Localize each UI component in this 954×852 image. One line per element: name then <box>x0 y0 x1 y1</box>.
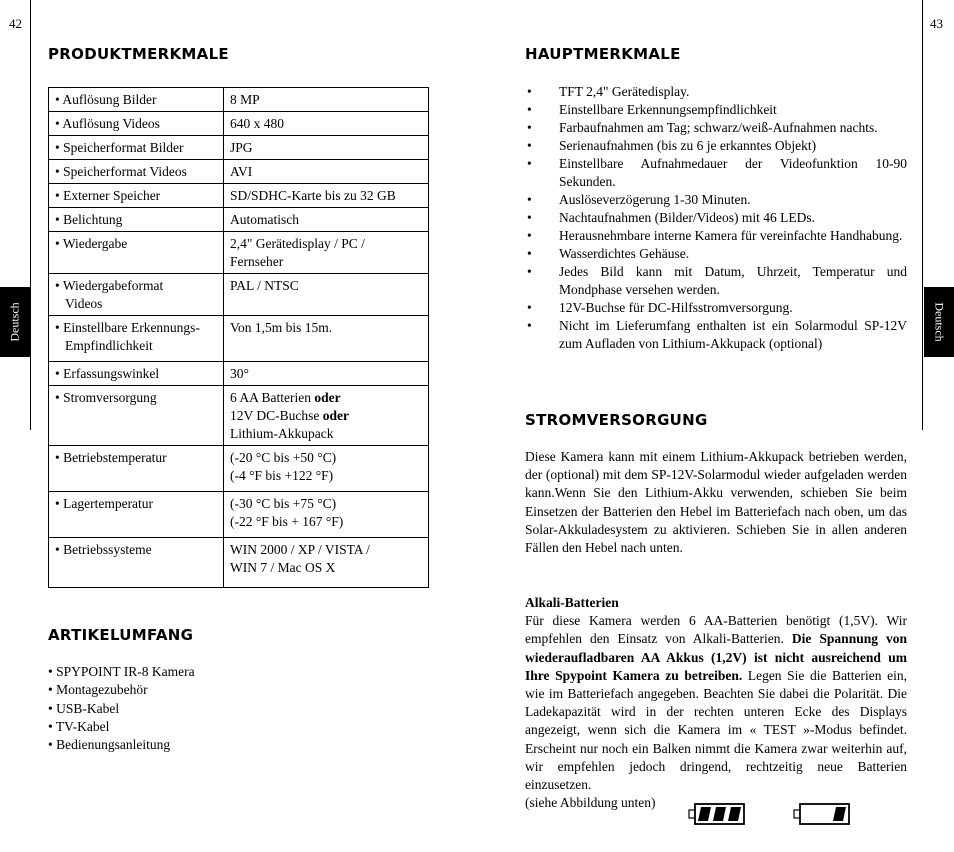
battery-low-icon <box>793 803 851 825</box>
spec-value: 2,4" Gerätedisplay / PC / Fernseher <box>224 232 429 274</box>
battery-full-icon <box>688 803 746 825</box>
bullet: • <box>527 318 532 333</box>
spec-row <box>49 232 429 274</box>
contents-item: • USB-Kabel <box>48 700 120 716</box>
page-rule-right <box>922 0 923 430</box>
spec-label: • Stromversorgung <box>49 386 224 446</box>
spec-value: AVI <box>224 160 429 184</box>
contents-item: • SPYPOINT IR-8 Kamera <box>48 664 195 679</box>
bullet: • <box>527 84 532 99</box>
spec-row <box>49 492 429 538</box>
contents-list <box>48 663 195 754</box>
features-title: PRODUKTMERKMALE <box>48 45 229 63</box>
alkaline-heading: Alkali-Batterien <box>525 595 619 610</box>
side-tab-label-left: Deutsch <box>7 302 22 342</box>
spec-label: • Externer Speicher <box>49 184 224 208</box>
main-feature-item: • Farbaufnahmen am Tag; schwarz/weiß-Aufnahmen nachts. <box>527 120 878 135</box>
spec-row <box>49 446 429 492</box>
main-feature-item: • Jedes Bild kann mit Datum, Uhrzeit, Temperatur und Mondphase versehen werden. <box>527 264 907 297</box>
spec-value: 30° <box>224 362 429 386</box>
bullet: • <box>527 246 532 261</box>
contents-title: ARTIKELUMFANG <box>48 626 194 644</box>
spec-value: SD/SDHC-Karte bis zu 32 GB <box>224 184 429 208</box>
side-tab-label-right: Deutsch <box>932 302 947 342</box>
main-feature-item: • TFT 2,4" Gerätedisplay. <box>527 84 690 99</box>
spec-row <box>49 386 429 446</box>
page-number-left: 42 <box>9 16 22 31</box>
spec-label: • Einstellbare Erkennungs- Empfindlichkeit <box>49 316 224 362</box>
spec-row <box>49 112 429 136</box>
spec-label: • Betriebssysteme <box>49 538 224 588</box>
spec-label: • Belichtung <box>49 208 224 232</box>
spec-label: • Auflösung Bilder <box>49 88 224 112</box>
spec-value: Von 1,5m bis 15m. <box>224 316 429 362</box>
spec-row <box>49 136 429 160</box>
spec-label: • Speicherformat Bilder <box>49 136 224 160</box>
main-feature-item: • Wasserdichtes Gehäuse. <box>527 246 690 261</box>
main-feature-item: • Nicht im Lieferumfang enthalten ist ein Solarmodul SP-12V zum Aufladen von Lithium-Akkupack (optional) <box>527 318 907 351</box>
main-feature-item: • Herausnehmbare interne Kamera für vereinfachte Handhabung. <box>527 228 903 243</box>
bullet: • <box>527 300 532 315</box>
spec-label: • Wiedergabeformat Videos <box>49 274 224 316</box>
side-tab-right <box>924 287 954 357</box>
bullet: • <box>527 138 532 153</box>
main-feature-item: • Einstellbare Aufnahmedauer der Videofunktion 10-90 Sekunden. <box>527 156 907 189</box>
main-feature-item: • Auslöseverzögerung 1-30 Minuten. <box>527 192 751 207</box>
bullet: • <box>527 210 532 225</box>
spec-label: • Lagertemperatur <box>49 492 224 538</box>
spec-value: PAL / NTSC <box>224 274 429 316</box>
spec-value: 8 MP <box>224 88 429 112</box>
spec-row <box>49 538 429 588</box>
spec-value: Automatisch <box>224 208 429 232</box>
bullet: • <box>527 264 532 279</box>
spec-label: • Betriebstemperatur <box>49 446 224 492</box>
page-rule-left <box>30 0 31 430</box>
spec-label: • Erfassungswinkel <box>49 362 224 386</box>
power-text: Diese Kamera kann mit einem Lithium-Akkupack betrieben werden, der (optional) mit dem SP-12V-Solarmodul wieder aufgeladen werden kann.Wenn Sie den Lithium-Akku verwenden, schieben Sie beim Einsetzen der Batterien den Hebel im Batteriefach nach oben, um das Solar-Akkuladesystem zu aktivieren. Schieben Sie in allen anderen Fällen den Hebel nach unten. <box>525 449 907 556</box>
spec-value: (-30 °C bis +75 °C) (-22 °F bis + 167 °F) <box>224 492 429 538</box>
alkaline-text-3: (siehe Abbildung unten) <box>525 795 656 811</box>
spec-row <box>49 362 429 386</box>
spec-label: • Wiedergabe <box>49 232 224 274</box>
spec-value: 640 x 480 <box>224 112 429 136</box>
alkaline-warning: Die Spannung von wiederaufladbaren AA Akkus (1,2V) ist nicht ausreichend um Ihre Spypoint Kamera zu betreiben. <box>525 631 907 683</box>
spec-row <box>49 160 429 184</box>
spec-label: • Speicherformat Videos <box>49 160 224 184</box>
bullet: • <box>527 120 532 135</box>
spec-table <box>48 87 429 588</box>
contents-item: • Montagezubehör <box>48 682 148 698</box>
spec-value: JPG <box>224 136 429 160</box>
spec-row <box>49 184 429 208</box>
alkaline-text-1: Für diese Kamera werden 6 AA-Batterien benötigt (1,5V). Wir empfehlen den Einsatz von Alkali-Batterien. <box>525 613 907 647</box>
spec-row <box>49 316 429 362</box>
spec-value: 6 AA Batterien oder 12V DC-Buchse oder Lithium-Akkupack <box>224 386 429 446</box>
spec-row <box>49 208 429 232</box>
contents-item: • Bedienungsanleitung <box>48 737 171 753</box>
main-feature-item: • Serienaufnahmen (bis zu 6 je erkanntes Objekt) <box>527 138 817 153</box>
spec-value: (-20 °C bis +50 °C) (-4 °F bis +122 °F) <box>224 446 429 492</box>
spec-label: • Auflösung Videos <box>49 112 224 136</box>
page-number-right: 43 <box>930 16 943 31</box>
main-features-list <box>525 83 907 353</box>
alkaline-section <box>525 594 907 812</box>
spec-row <box>49 274 429 316</box>
bullet: • <box>527 192 532 207</box>
spec-value: WIN 2000 / XP / VISTA / WIN 7 / Mac OS X <box>224 538 429 588</box>
main-features-title: HAUPTMERKMALE <box>525 45 681 63</box>
main-feature-item: • Einstellbare Erkennungsempfindlichkeit <box>527 102 777 117</box>
alkaline-text-2: Legen Sie die Batterien ein, wie im Batteriefach angegeben. Beachten Sie dabei die Polarität. Die Ladekapazität wird in der rechten unteren Ecke des Displays angezeigt, wenn sich die Kamera im « TEST »-Modus befindet. Erscheint nur noch ein Balken nimmt die Kamera zwar weiterhin auf, wir empfehlen jedoch dringend, rechtzeitig neue Batterien einzusetzen. <box>525 667 907 793</box>
spec-row <box>49 88 429 112</box>
bullet: • <box>527 102 532 117</box>
bullet: • <box>527 228 532 243</box>
power-title: STROMVERSORGUNG <box>525 411 708 429</box>
side-tab-left <box>0 287 30 357</box>
contents-item: • TV-Kabel <box>48 718 110 734</box>
main-feature-item: • 12V-Buchse für DC-Hilfsstromversorgung. <box>527 300 793 315</box>
main-feature-item: • Nachtaufnahmen (Bilder/Videos) mit 46 LEDs. <box>527 210 815 225</box>
bullet: • <box>527 156 532 171</box>
